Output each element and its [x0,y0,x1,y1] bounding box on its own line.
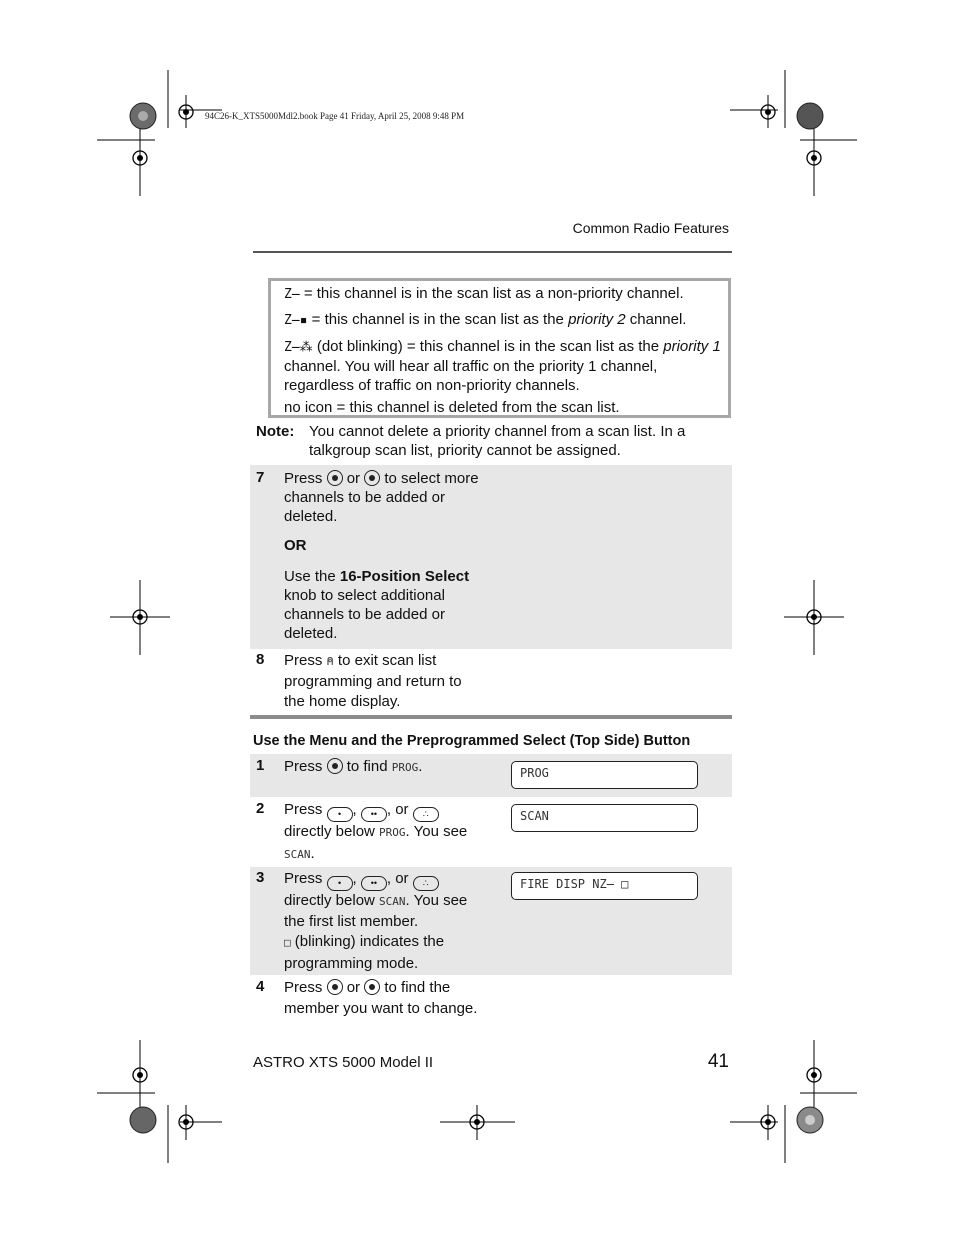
priority-2-scan-icon: Z̶▪ [284,313,308,328]
menu-button-3-icon: ∴ [413,807,439,822]
step-3-text: Press • , •• , or ∴ directly below SCAN. You see the first list member. □ (blinking) indicates the programming mode. [284,870,468,972]
legend-line-2: Z̶▪ = this channel is in the scan list as the priority 2 channel. [284,311,687,328]
blink-square-icon: □ [621,877,629,891]
priority-1-scan-icon: Z̶⁂ [284,340,313,355]
menu-button-3-icon: ∴ [413,876,439,891]
step-4-text: Press or to find the member you want to change. [284,979,478,1017]
step-number: 2 [256,800,265,817]
lcd-display-3: FIRE DISP NZ̶ □ [511,872,698,900]
right-arrow-button-icon [327,758,343,774]
menu-button-2-icon: •• [361,876,387,891]
legend-line-1: Z̶ = this channel is in the scan list as a non-priority channel. [284,285,684,302]
step-1-text: Press to find PROG. [284,758,423,775]
scan-icon: Z̶ [599,877,614,891]
step-7-alt-text: Use the 16-Position Select knob to select additional channels to be added or deleted. [284,568,470,642]
left-arrow-button-icon [327,470,343,486]
scan-icon: Z̶ [284,287,300,302]
page-number: 41 [707,1051,729,1072]
step-2-text: Press • , •• , or ∴ directly below PROG. You see SCAN. [284,801,468,862]
menu-button-2-icon: •• [361,807,387,822]
right-arrow-button-icon [364,979,380,995]
left-arrow-button-icon [327,979,343,995]
step-number: 1 [256,757,265,774]
note-text: You cannot delete a priority channel from a scan list. In a talkgroup scan list, priority cannot be assigned. [309,423,686,459]
menu-button-1-icon: • [327,807,353,822]
header-rule [253,251,732,253]
legend-line-4: no icon = this channel is deleted from the scan list. [284,399,620,416]
footer-title: ASTRO XTS 5000 Model II [253,1054,434,1071]
step-number: 3 [256,869,265,886]
step-number: 7 [256,469,265,486]
step-number: 8 [256,651,265,668]
step-number: 4 [256,978,265,995]
step-8-text: Press ⍝ to exit scan list programming and return to the home display. [284,652,462,710]
section-rule [250,715,732,719]
home-button-icon: ⍝ [326,654,334,668]
blink-square-icon: □ [284,936,291,950]
running-header: Common Radio Features [572,220,729,236]
step-7-text: Press or to select more channels to be added or deleted. [284,470,479,525]
menu-button-1-icon: • [327,876,353,891]
legend-line-3: Z̶⁂ (dot blinking) = this channel is in the scan list as the priority 1 channel. You will hear all traffic on the priority 1 channel, regardless of traffic on non-priority channels. [284,338,721,394]
lcd-display-2: SCAN [511,804,698,832]
right-arrow-button-icon [364,470,380,486]
print-meta: 94C26-K_XTS5000Mdl2.book Page 41 Friday, April 25, 2008 9:48 PM [205,111,465,121]
section-title: Use the Menu and the Preprogrammed Select (Top Side) Button [253,733,691,749]
note-label: Note: [256,423,295,440]
lcd-display-1: PROG [511,761,698,789]
step-7-or: OR [284,537,307,554]
